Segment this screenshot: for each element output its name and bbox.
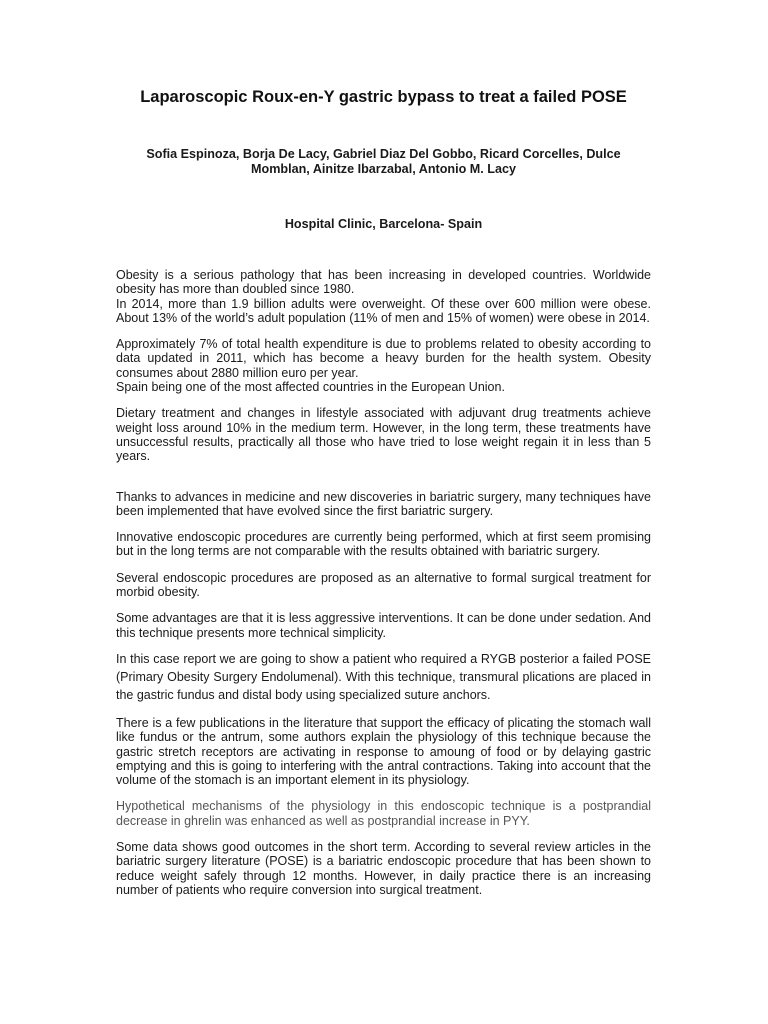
paragraph-bariatric-advances: Thanks to advances in medicine and new discoveries in bariatric surgery, many techniques have been implemented that have evolved since the first bariatric surgery. <box>116 489 651 518</box>
authors-line-1: Sofia Espinoza, Borja De Lacy, Gabriel Diaz Del Gobbo, Ricard Corcelles, Dulce <box>146 147 621 161</box>
document-body <box>116 268 651 897</box>
authors-line-2: Momblan, Ainitze Ibarzabal, Antonio M. Lacy <box>251 162 516 176</box>
paragraph-alternative-treatment: Several endoscopic procedures are proposed as an alternative to formal surgical treatment for morbid obesity. <box>116 570 651 600</box>
paragraph-hypothetical-mechanisms: Hypothetical mechanisms of the physiology in this endoscopic technique is a postprandial decrease in ghrelin was enhanced as well as postprandial increase in PYY. <box>116 799 651 828</box>
paragraph-outcomes: Some data shows good outcomes in the short term. According to several review articles in the bariatric surgery literature (POSE) is a bariatric endoscopic procedure that has been shown to reduce weight safely through 12 months. However, in daily practice there is an increasing number of patients who require conversion into surgical treatment. <box>116 840 651 897</box>
paragraph-spain: Spain being one of the most affected countries in the European Union. <box>116 380 505 395</box>
author-list <box>116 147 651 177</box>
paragraph-obesity-stats: In 2014, more than 1.9 billion adults were overweight. Of these over 600 million were obese. About 13% of the world’s adult population (11% of men and 15% of women) were obese in 2014. <box>116 296 651 325</box>
document-title: Laparoscopic Roux-en-Y gastric bypass to treat a failed POSE <box>140 88 627 106</box>
paragraph-endoscopic-procedures: Innovative endoscopic procedures are currently being performed, which at first seem promising but in the long terms are not comparable with the results obtained with bariatric surgery. <box>116 530 651 559</box>
affiliation: Hospital Clinic, Barcelona- Spain <box>284 217 483 231</box>
paragraph-obesity-intro: Obesity is a serious pathology that has been increasing in developed countries. Worldwide obesity has more than doubled since 1980. <box>116 268 651 297</box>
paragraph-health-expenditure: Approximately 7% of total health expenditure is due to problems related to obesity according to data updated in 2011, which has become a heavy burden for the health system. Obesity consumes about 2880 million euro per year. <box>116 337 651 380</box>
paragraph-advantages: Some advantages are that it is less aggressive interventions. It can be done under sedation. And this technique presents more technical simplicity. <box>116 611 651 640</box>
paragraph-dietary-treatment: Dietary treatment and changes in lifestyle associated with adjuvant drug treatments achieve weight loss around 10% in the medium term. However, in the long term, these treatments have unsuccessful results, practically all those who have tried to lose weight regain it in less than 5 years. <box>116 406 651 464</box>
paragraph-case-report: In this case report we are going to show a patient who required a RYGB posterior a failed POSE (Primary Obesity Surgery Endolumenal). With this technique, transmural plications are placed in the gastric fundus and distal body using specialized suture anchors. <box>116 651 651 702</box>
paragraph-plication-physiology: There is a few publications in the literature that support the efficacy of plicating the stomach wall like fundus or the antrum, some authors explain the physiology of this technique because the gastric stretch receptors are activating in response to amoung of food or by delaying gastric emptying and this is going to interfering with the antral contractions. Taking into account that the volume of the stomach is an important element in its physiology. <box>116 715 651 788</box>
